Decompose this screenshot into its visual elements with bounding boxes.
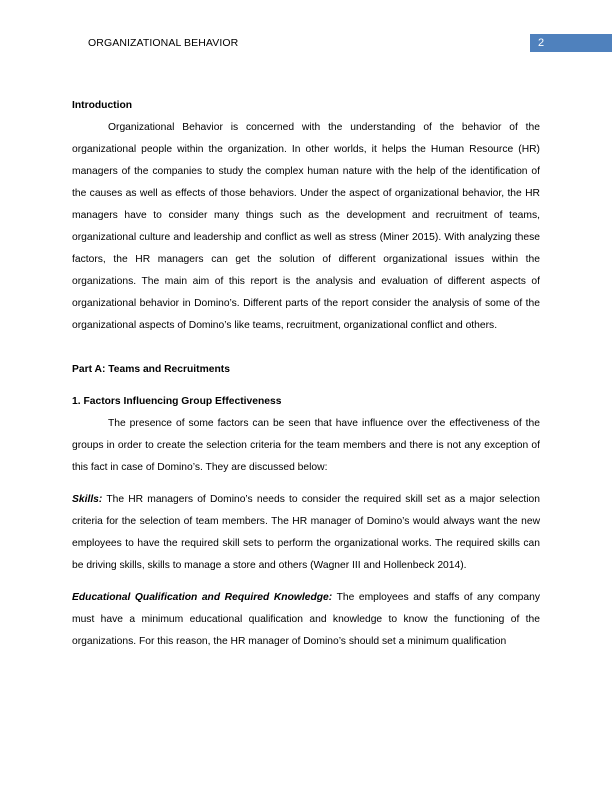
education-label: Educational Qualification and Required Knowledge:: [72, 592, 333, 603]
education-text: The employees and staffs of any company must have a minimum educational qualification and knowledge to know the functioning of the organizations. For this reason, the HR manager of Domino’s should set a minimum qualification: [72, 592, 540, 647]
skills-text: The HR managers of Domino’s needs to consider the required skill set as a major selection criteria for the selection of team members. The HR manager of Domino’s would always want the new employees to have the required skill sets to perform the organizational works. The required skills can be driving skills, skills to manage a store and others (Wagner III and Hollenbeck 2014).: [72, 494, 540, 571]
running-header-title: ORGANIZATIONAL BEHAVIOR: [88, 37, 239, 49]
introduction-paragraph: Organizational Behavior is concerned with the understanding of the behavior of the organizational people within the organization. In other worlds, it helps the Human Resource (HR) managers of the companies to study the complex human nature with the help of the identification of the causes as well as effects of those behaviors. Under the aspect of organizational behavior, the HR managers have to consider many things such as the development and recruitment of teams, organizational culture and leadership and conflict as well as stress (Miner 2015). With analyzing these factors, the HR managers can get the solution of different organizational issues within the organizations. The main aim of this report is the analysis and evaluation of different aspects of organizational behavior in Domino’s. Different parts of the report consider the analysis of some of the organizational aspects of Domino’s like teams, recruitment, organizational conflict and others.: [72, 122, 540, 331]
section-1-intro-paragraph: The presence of some factors can be seen that have influence over the effectiveness of the groups in order to create the selection criteria for the team members and there is not any exception of this fact in case of Domino’s. They are discussed below:: [72, 418, 540, 473]
section-1-heading: 1. Factors Influencing Group Effectiveness: [72, 396, 282, 407]
introduction-heading: Introduction: [72, 100, 133, 111]
part-a-heading: Part A: Teams and Recruitments: [72, 364, 230, 375]
skills-paragraph: [72, 489, 540, 577]
document-body: [72, 95, 540, 653]
skills-label: Skills:: [72, 494, 103, 505]
page-number-badge: 2: [530, 34, 612, 52]
education-paragraph: [72, 587, 540, 653]
